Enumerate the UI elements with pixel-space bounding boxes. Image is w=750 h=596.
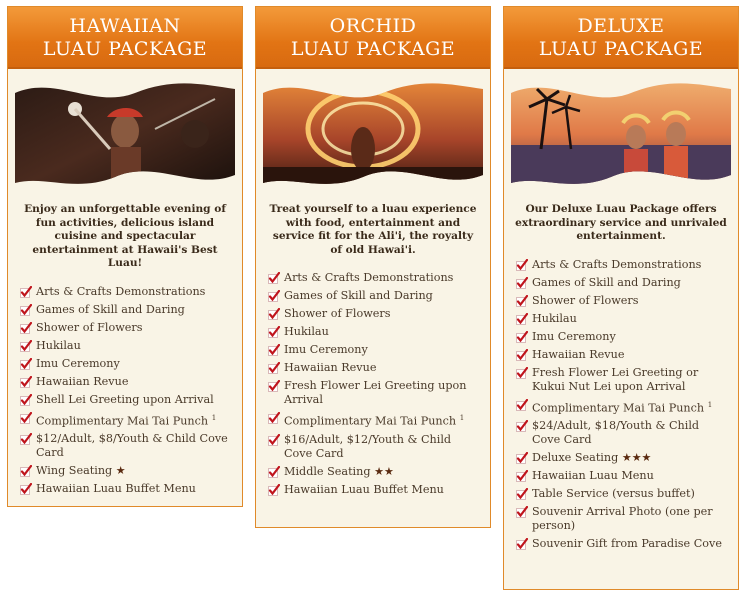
feature-item bbox=[20, 303, 234, 317]
check-icon bbox=[20, 286, 32, 298]
check-icon bbox=[516, 367, 528, 379]
feature-label: Complimentary Mai Tai Punch bbox=[36, 414, 209, 428]
check-icon bbox=[268, 484, 280, 496]
feature-item bbox=[268, 325, 482, 339]
check-icon bbox=[268, 434, 280, 446]
feature-item bbox=[268, 289, 482, 303]
feature-item bbox=[516, 294, 730, 308]
check-icon bbox=[20, 376, 32, 388]
feature-label: Fresh Flower Lei Greeting or Kukui Nut Lei upon Arrival bbox=[532, 365, 699, 393]
feature-item bbox=[516, 505, 730, 533]
feature-item bbox=[268, 433, 482, 461]
check-icon bbox=[516, 349, 528, 361]
feature-label: Shower of Flowers bbox=[284, 307, 391, 320]
title-line-2: LUAU PACKAGE bbox=[290, 38, 456, 60]
check-icon bbox=[516, 331, 528, 343]
check-icon bbox=[20, 483, 32, 495]
feature-label: Hawaiian Luau Buffet Menu bbox=[284, 482, 444, 496]
feature-label: Games of Skill and Daring bbox=[284, 289, 433, 302]
feature-item bbox=[20, 357, 234, 371]
package-photo-sunset-dancers bbox=[511, 79, 731, 189]
feature-item bbox=[516, 451, 730, 465]
feature-item bbox=[268, 411, 482, 429]
package-card-orchid bbox=[255, 6, 491, 528]
feature-item bbox=[516, 537, 730, 551]
feature-label: $12/Adult, $8/Youth & Child Cove Card bbox=[36, 432, 228, 460]
feature-item bbox=[268, 361, 482, 375]
check-icon bbox=[516, 470, 528, 482]
title-line-2: LUAU PACKAGE bbox=[538, 38, 704, 60]
feature-label: Fresh Flower Lei Greeting upon Arrival bbox=[284, 379, 467, 406]
feature-label: Middle Seating bbox=[284, 464, 371, 478]
check-icon bbox=[268, 466, 280, 478]
feature-label: Games of Skill and Daring bbox=[36, 302, 185, 316]
package-card-deluxe bbox=[503, 6, 739, 590]
feature-item bbox=[268, 271, 482, 285]
check-icon bbox=[516, 452, 528, 464]
package-description: Enjoy an unforgettable evening of fun activities, delicious island cuisine and spectacular entertainment at Hawaii's Best Luau! bbox=[24, 203, 226, 269]
feature-item bbox=[268, 483, 482, 497]
check-icon bbox=[20, 433, 32, 445]
feature-item bbox=[516, 312, 730, 326]
feature-label: Hawaiian Revue bbox=[284, 361, 377, 374]
feature-label: Arts & Crafts Demonstrations bbox=[532, 257, 702, 271]
footnote-marker: 1 bbox=[211, 413, 217, 422]
check-icon bbox=[268, 326, 280, 338]
feature-label: Wing Seating bbox=[36, 464, 113, 478]
feature-item bbox=[516, 469, 730, 483]
feature-label: Souvenir Arrival Photo (one per person) bbox=[532, 505, 713, 533]
check-icon bbox=[20, 394, 32, 406]
feature-label: Hukilau bbox=[284, 325, 329, 338]
feature-item bbox=[20, 411, 234, 429]
check-icon bbox=[268, 412, 280, 424]
feature-label: Deluxe Seating bbox=[532, 451, 619, 465]
feature-label: $16/Adult, $12/Youth & Child Cove Card bbox=[284, 432, 452, 460]
feature-item bbox=[268, 465, 482, 479]
check-icon bbox=[516, 420, 528, 432]
check-icon bbox=[268, 344, 280, 356]
check-icon bbox=[20, 412, 32, 424]
feature-item bbox=[20, 321, 234, 335]
feature-label: Table Service (versus buffet) bbox=[532, 487, 695, 501]
feature-item bbox=[20, 339, 234, 353]
feature-label: Imu Ceremony bbox=[532, 329, 616, 343]
feature-item bbox=[516, 348, 730, 362]
feature-label: Souvenir Gift from Paradise Cove bbox=[532, 537, 722, 551]
feature-item bbox=[516, 276, 730, 290]
check-icon bbox=[516, 295, 528, 307]
check-icon bbox=[516, 538, 528, 550]
feature-list bbox=[256, 271, 490, 497]
title-line-1: ORCHID bbox=[329, 15, 417, 37]
feature-item bbox=[20, 464, 234, 478]
feature-label: Hukilau bbox=[36, 338, 81, 352]
feature-item bbox=[268, 307, 482, 321]
footnote-marker: 1 bbox=[459, 414, 465, 422]
check-icon bbox=[20, 465, 32, 477]
title-line-1: DELUXE bbox=[577, 15, 665, 37]
feature-label: Imu Ceremony bbox=[36, 356, 120, 370]
check-icon bbox=[268, 380, 280, 392]
feature-label: $24/Adult, $18/Youth & Child Cove Card bbox=[532, 419, 700, 447]
star-icon: ★★ bbox=[374, 464, 394, 478]
feature-label: Hawaiian Revue bbox=[36, 374, 129, 388]
feature-item bbox=[20, 375, 234, 389]
check-icon bbox=[268, 290, 280, 302]
check-icon bbox=[20, 322, 32, 334]
feature-item bbox=[516, 366, 730, 394]
title-line-2: LUAU PACKAGE bbox=[42, 38, 208, 60]
feature-label: Arts & Crafts Demonstrations bbox=[36, 284, 206, 298]
feature-item bbox=[20, 432, 234, 460]
feature-item bbox=[268, 379, 482, 407]
feature-item bbox=[20, 393, 234, 407]
star-icon: ★ bbox=[115, 464, 126, 478]
feature-label: Hawaiian Luau Menu bbox=[532, 469, 654, 483]
feature-item bbox=[516, 398, 730, 416]
package-description: Treat yourself to a luau experience with food, entertainment and service fit for the Ali'i, the royalty of old Hawai'i. bbox=[269, 203, 477, 256]
package-photo-dancer bbox=[15, 79, 235, 189]
feature-item bbox=[516, 419, 730, 447]
check-icon bbox=[20, 340, 32, 352]
check-icon bbox=[516, 313, 528, 325]
feature-label: Games of Skill and Daring bbox=[532, 275, 681, 289]
feature-label: Shell Lei Greeting upon Arrival bbox=[36, 392, 214, 406]
feature-label: Hukilau bbox=[532, 311, 577, 325]
feature-item bbox=[268, 343, 482, 357]
feature-item bbox=[20, 482, 234, 496]
feature-item bbox=[20, 285, 234, 299]
feature-label: Imu Ceremony bbox=[284, 343, 368, 356]
title-line-1: HAWAIIAN bbox=[69, 15, 181, 37]
check-icon bbox=[268, 362, 280, 374]
check-icon bbox=[20, 358, 32, 370]
feature-item bbox=[516, 330, 730, 344]
package-title bbox=[8, 7, 242, 69]
check-icon bbox=[516, 277, 528, 289]
feature-label: Shower of Flowers bbox=[532, 293, 639, 307]
package-title bbox=[256, 7, 490, 69]
check-icon bbox=[268, 308, 280, 320]
check-icon bbox=[20, 304, 32, 316]
check-icon bbox=[268, 272, 280, 284]
feature-label: Hawaiian Revue bbox=[532, 347, 625, 361]
feature-label: Complimentary Mai Tai Punch bbox=[284, 414, 457, 428]
feature-item bbox=[516, 258, 730, 272]
feature-label: Arts & Crafts Demonstrations bbox=[284, 271, 454, 284]
feature-label: Shower of Flowers bbox=[36, 320, 143, 334]
check-icon bbox=[516, 399, 528, 411]
feature-label: Hawaiian Luau Buffet Menu bbox=[36, 482, 196, 496]
package-photo-fire-dancer bbox=[263, 79, 483, 189]
feature-item bbox=[516, 487, 730, 501]
package-description: Our Deluxe Luau Package offers extraordinary service and unrivaled entertainment. bbox=[515, 203, 727, 242]
feature-list bbox=[8, 285, 242, 497]
feature-list bbox=[504, 258, 738, 552]
package-card-hawaiian bbox=[7, 6, 243, 507]
footnote-marker: 1 bbox=[707, 400, 713, 409]
feature-label: Complimentary Mai Tai Punch bbox=[532, 401, 705, 415]
check-icon bbox=[516, 488, 528, 500]
star-icon: ★★★ bbox=[621, 451, 652, 465]
check-icon bbox=[516, 506, 528, 518]
check-icon bbox=[516, 259, 528, 271]
package-title bbox=[504, 7, 738, 69]
